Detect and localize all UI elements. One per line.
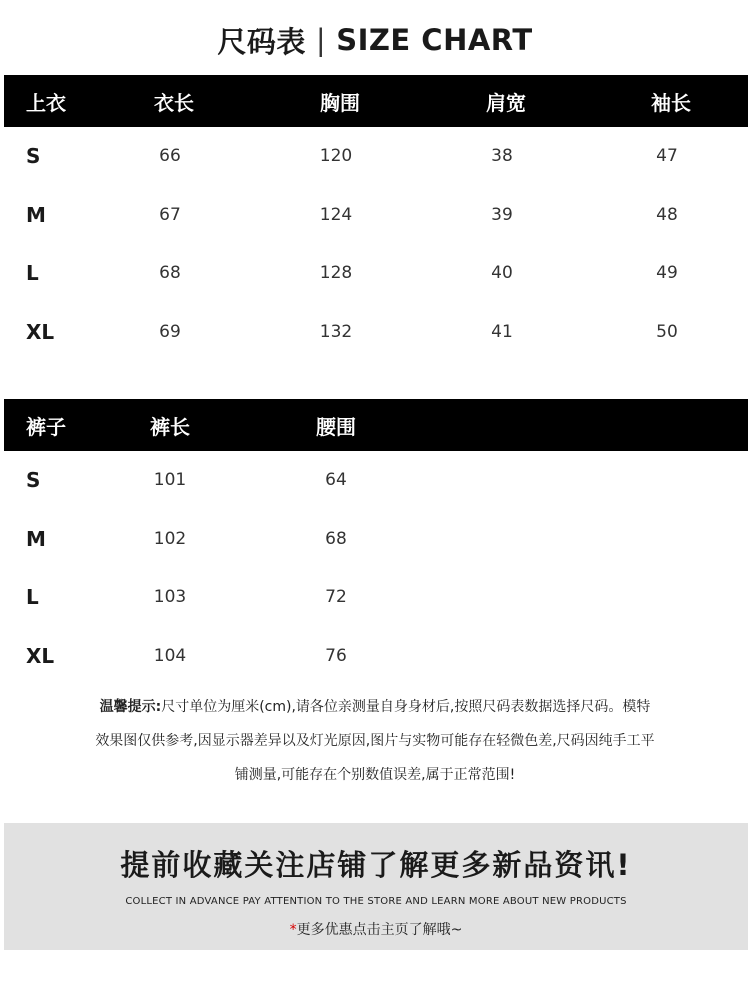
table-cell: 40 bbox=[491, 263, 513, 284]
table-cell: 72 bbox=[325, 587, 347, 608]
promo-subtitle: COLLECT IN ADVANCE PAY ATTENTION TO THE STORE AND LEARN MORE ABOUT NEW PRODUCTS bbox=[125, 896, 627, 907]
table-row bbox=[4, 451, 748, 510]
promo-headline: 提前收藏关注店铺了解更多新品资讯! bbox=[120, 848, 632, 882]
table-cell: 132 bbox=[319, 321, 353, 342]
table-row bbox=[4, 244, 748, 303]
size-label: M bbox=[26, 202, 46, 227]
tips-label: 温馨提示: bbox=[99, 699, 162, 715]
table-row bbox=[4, 303, 748, 362]
size-label: S bbox=[26, 144, 41, 169]
tops-header-chest: 胸围 bbox=[320, 90, 360, 115]
tips-line-1 bbox=[60, 690, 690, 724]
table-cell: 38 bbox=[491, 146, 513, 167]
size-label: XL bbox=[26, 643, 55, 668]
table-cell: 66 bbox=[159, 146, 181, 167]
page-title bbox=[0, 18, 750, 62]
table-cell: 120 bbox=[319, 146, 353, 167]
table-cell: 103 bbox=[153, 587, 187, 608]
table-cell: 68 bbox=[159, 263, 181, 284]
table-cell: 101 bbox=[153, 470, 187, 491]
tips-line-2: 效果图仅供参考,因显示器差异以及灯光原因,图片与实物可能存在轻微色差,尺码因纯手工平 bbox=[95, 733, 655, 749]
table-cell: 102 bbox=[153, 528, 187, 549]
title-cn: 尺码表 bbox=[217, 24, 306, 59]
tops-header-sleeve: 袖长 bbox=[651, 90, 691, 115]
table-cell: 64 bbox=[325, 470, 347, 491]
pants-table-header bbox=[4, 399, 748, 451]
pants-size-table bbox=[4, 399, 748, 685]
table-row bbox=[4, 127, 748, 186]
tips-text-1: 尺寸单位为厘米(cm),请各位亲测量自身身材后,按照尺码表数据选择尺码。模特 bbox=[161, 699, 651, 715]
table-cell: 69 bbox=[159, 321, 181, 342]
table-cell: 50 bbox=[656, 321, 678, 342]
homepage-link[interactable] bbox=[4, 919, 748, 939]
table-cell: 68 bbox=[325, 528, 347, 549]
tips-line-3: 铺测量,可能存在个别数值误差,属于正常范围! bbox=[234, 767, 516, 783]
table-cell: 124 bbox=[319, 204, 353, 225]
table-cell: 39 bbox=[491, 204, 513, 225]
size-label: M bbox=[26, 526, 46, 551]
table-cell: 67 bbox=[159, 204, 181, 225]
tops-table-header bbox=[4, 75, 748, 127]
table-row bbox=[4, 186, 748, 245]
asterisk-mark: * bbox=[289, 922, 297, 938]
size-label: S bbox=[26, 468, 41, 493]
tops-header-category: 上衣 bbox=[26, 90, 66, 115]
follow-store-banner[interactable] bbox=[4, 823, 748, 950]
title-separator: | bbox=[315, 23, 327, 57]
pants-header-length: 裤长 bbox=[150, 414, 190, 439]
table-cell: 41 bbox=[491, 321, 513, 342]
table-row bbox=[4, 568, 748, 627]
tops-header-shoulder: 肩宽 bbox=[486, 90, 526, 115]
table-cell: 76 bbox=[325, 645, 347, 666]
table-cell: 128 bbox=[319, 263, 353, 284]
homepage-link-text: 更多优惠点击主页了解哦~ bbox=[296, 922, 463, 938]
table-cell: 48 bbox=[656, 204, 678, 225]
pants-header-category: 裤子 bbox=[26, 414, 66, 439]
size-label: L bbox=[26, 261, 39, 286]
tops-header-length: 衣长 bbox=[154, 90, 194, 115]
table-row bbox=[4, 510, 748, 569]
title-en: SIZE CHART bbox=[336, 23, 533, 57]
size-label: L bbox=[26, 585, 39, 610]
table-cell: 47 bbox=[656, 146, 678, 167]
table-row bbox=[4, 627, 748, 686]
pants-header-waist: 腰围 bbox=[316, 414, 356, 439]
table-cell: 49 bbox=[656, 263, 678, 284]
tops-size-table bbox=[4, 75, 748, 361]
size-label: XL bbox=[26, 319, 55, 344]
size-tips bbox=[60, 690, 690, 792]
table-cell: 104 bbox=[153, 645, 187, 666]
